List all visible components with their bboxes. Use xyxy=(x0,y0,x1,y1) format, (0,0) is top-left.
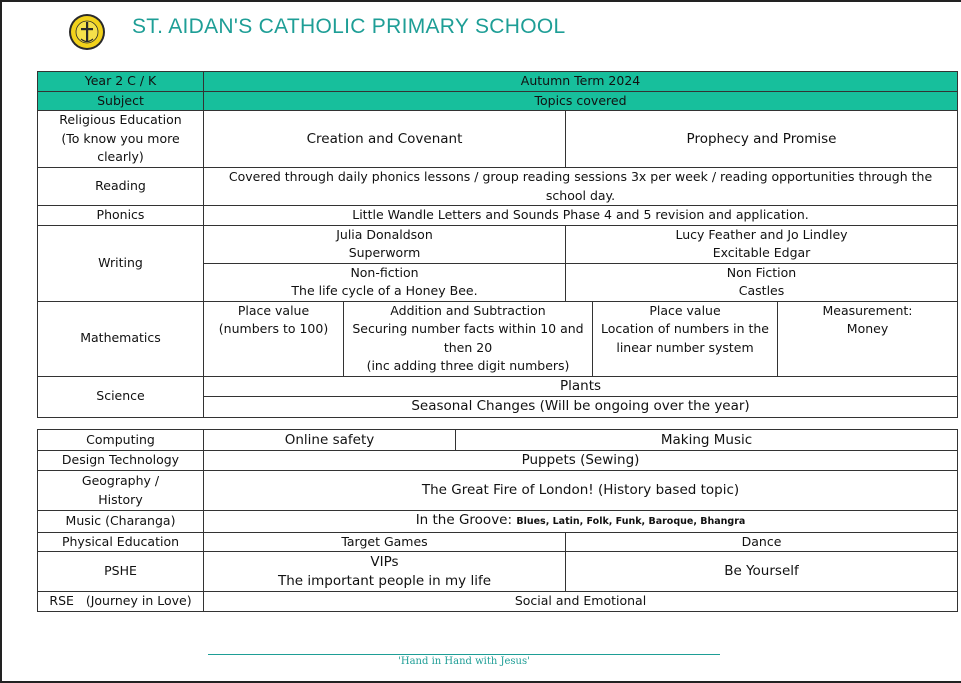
pshe-topic-1: VIPs The important people in my life xyxy=(204,552,566,592)
foundation-subjects-table xyxy=(37,429,958,612)
writing-label: Writing xyxy=(38,225,204,301)
school-crest-icon xyxy=(68,13,106,51)
re-topic-2: Prophecy and Promise xyxy=(566,111,958,168)
maths-cell-4: Measurement: Money xyxy=(778,301,958,376)
class-label: Year 2 C / K xyxy=(38,72,204,92)
science-label: Science xyxy=(38,376,204,417)
maths-cell-2: Addition and Subtraction Securing number facts within 10 and then 20 (inc adding three digit numbers) xyxy=(344,301,593,376)
reading-label: Reading xyxy=(38,168,204,206)
writing-text-c: Non-fiction The life cycle of a Honey Bee. xyxy=(204,263,566,301)
curriculum-table xyxy=(37,71,958,418)
maths-label: Mathematics xyxy=(38,301,204,376)
subject-header: Subject xyxy=(38,91,204,111)
term-label: Autumn Term 2024 xyxy=(204,72,958,92)
maths-cell-1: Place value (numbers to 100) xyxy=(204,301,344,376)
science-topic-1: Plants xyxy=(204,376,958,396)
phonics-label: Phonics xyxy=(38,206,204,226)
pe-topic-2: Dance xyxy=(566,532,958,552)
geo-topic: The Great Fire of London! (History based topic) xyxy=(204,471,958,511)
pe-topic-1: Target Games xyxy=(204,532,566,552)
school-motto: 'Hand in Hand with Jesus' xyxy=(398,656,530,667)
topics-header: Topics covered xyxy=(204,91,958,111)
pe-label: Physical Education xyxy=(38,532,204,552)
writing-text-b: Lucy Feather and Jo Lindley Excitable Edgar xyxy=(566,225,958,263)
writing-text-d: Non Fiction Castles xyxy=(566,263,958,301)
phonics-text: Little Wandle Letters and Sounds Phase 4 and 5 revision and application. xyxy=(204,206,958,226)
school-name: ST. AIDAN'S CATHOLIC PRIMARY SCHOOL xyxy=(132,15,566,38)
pshe-topic-2: Be Yourself xyxy=(566,552,958,592)
science-topic-2: Seasonal Changes (Will be ongoing over the year) xyxy=(204,396,958,417)
rse-label: RSE (Journey in Love) xyxy=(38,592,204,612)
reading-text: Covered through daily phonics lessons / group reading sessions 3x per week / reading opportunities through the school day. xyxy=(204,168,958,206)
footer-divider xyxy=(208,654,720,655)
pshe-label: PSHE xyxy=(38,552,204,592)
writing-text-a: Julia Donaldson Superworm xyxy=(204,225,566,263)
computing-topic-1: Online safety xyxy=(204,430,456,451)
re-topic-1: Creation and Covenant xyxy=(204,111,566,168)
rse-topic: Social and Emotional xyxy=(204,592,958,612)
maths-cell-3: Place value Location of numbers in the linear number system xyxy=(593,301,778,376)
geo-label: Geography / History xyxy=(38,471,204,511)
dt-topic: Puppets (Sewing) xyxy=(204,451,958,471)
dt-label: Design Technology xyxy=(38,451,204,471)
re-label: Religious Education (To know you more clearly) xyxy=(38,111,204,168)
music-genres: Blues, Latin, Folk, Funk, Baroque, Bhangra xyxy=(516,516,746,527)
music-topic: In the Groove: Blues, Latin, Folk, Funk, Baroque, Bhangra xyxy=(204,511,958,533)
computing-topic-2: Making Music xyxy=(456,430,958,451)
computing-label: Computing xyxy=(38,430,204,451)
music-label: Music (Charanga) xyxy=(38,511,204,533)
